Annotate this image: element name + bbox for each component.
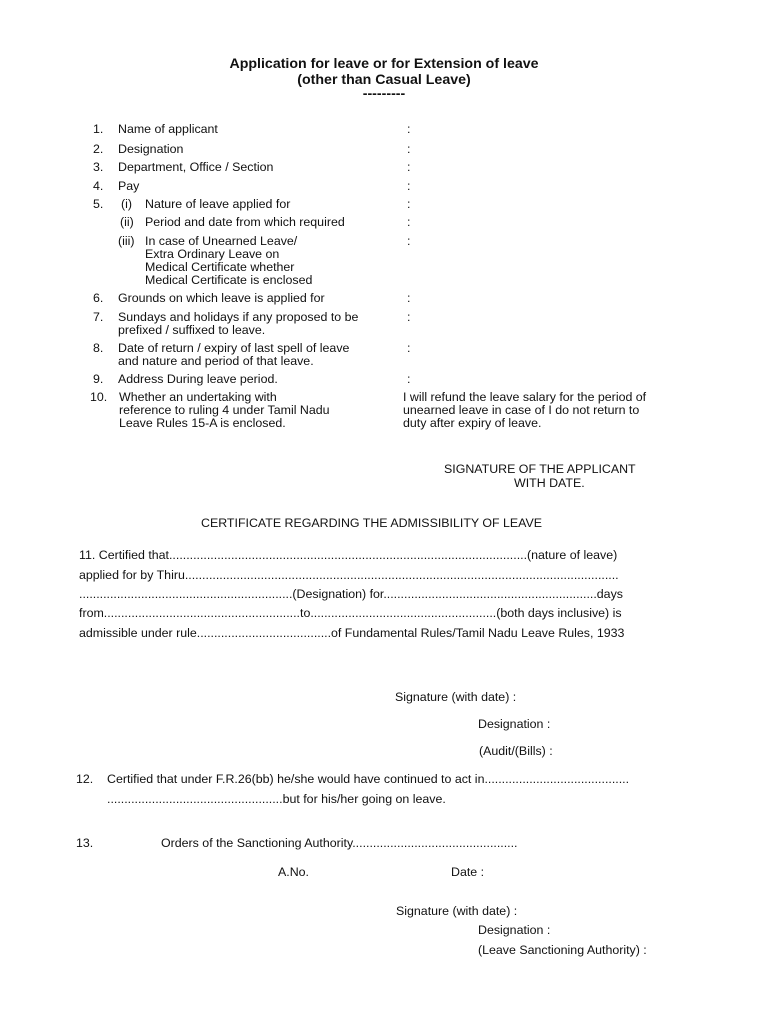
item-colon: : — [407, 215, 411, 229]
certificate-audit-label: (Audit/(Bills) : — [479, 744, 553, 758]
title-rule: --------- — [362, 86, 406, 102]
item-label-address: Address During leave period. — [118, 372, 278, 386]
date-label: Date : — [451, 865, 485, 879]
item12-line-1: Certified that under F.R.26(bb) he/she would have continued to act in.......................................... — [107, 772, 630, 786]
item-label-nature: Nature of leave applied for — [145, 197, 291, 211]
item-number: 8. — [93, 341, 104, 355]
item-number: 2. — [93, 142, 104, 156]
ano-label: A.No. — [278, 865, 309, 879]
item-colon: : — [407, 310, 411, 324]
item-number: 3. — [93, 160, 104, 174]
item-number: 10. — [90, 390, 108, 404]
item-colon: : — [407, 234, 411, 248]
item-colon: : — [407, 197, 411, 211]
item-number: 1. — [93, 122, 104, 136]
item-sub-number: (iii) — [118, 234, 135, 248]
item-number: 4. — [93, 179, 104, 193]
item-colon: : — [407, 341, 411, 355]
certificate-line-2: applied for by Thiru.............................................................................................................................. — [79, 568, 619, 582]
certificate-designation-label: Designation : — [478, 717, 551, 731]
certificate-line-1: 11. Certified that........................................................................................................(nature of leave) — [79, 548, 618, 562]
item-number: 7. — [93, 310, 104, 324]
item-label-undertaking: Whether an undertaking with reference to ruling 4 under Tamil Nadu Leave Rules 15-A is enclosed. — [119, 390, 330, 430]
item-label-grounds: Grounds on which leave is applied for — [118, 291, 325, 305]
certificate-line-4: from.........................................................to......................................................(both days inclusive) is — [79, 606, 622, 620]
authority-signature-label: Signature (with date) : — [396, 904, 518, 918]
item-label-period: Period and date from which required — [145, 215, 345, 229]
item-number: 6. — [93, 291, 104, 305]
item-colon: : — [407, 160, 411, 174]
page-title: Application for leave or for Extension of leave — [229, 56, 539, 72]
item-colon: : — [407, 291, 411, 305]
item-label-sundays: Sundays and holidays if any proposed to be prefixed / suffixed to leave. — [118, 310, 359, 337]
certificate-line-3: ..............................................................(Designation) for..............................................................days — [79, 587, 623, 601]
item-number: 5. — [93, 197, 104, 211]
authority-designation-label: Designation : — [478, 923, 551, 937]
applicant-signature-date-label: WITH DATE. — [514, 476, 585, 490]
leave-sanctioning-authority-label: (Leave Sanctioning Authority) : — [478, 943, 647, 957]
item-number: 9. — [93, 372, 104, 386]
item-sub-number: (i) — [121, 197, 133, 211]
item-colon: : — [407, 179, 411, 193]
item-colon: : — [407, 142, 411, 156]
item-label-designation: Designation — [118, 142, 184, 156]
applicant-signature-label: SIGNATURE OF THE APPLICANT — [444, 462, 636, 476]
item-label-department: Department, Office / Section — [118, 160, 274, 174]
sanctioning-orders-line: Orders of the Sanctioning Authority................................................ — [161, 836, 518, 850]
page-subtitle: (other than Casual Leave) — [297, 72, 471, 88]
item-colon: : — [407, 122, 411, 136]
item-sub-number: (ii) — [120, 215, 134, 229]
item-label-return: Date of return / expiry of last spell of leave and nature and period of that leave. — [118, 341, 350, 368]
item12-line-2: ...................................................but for his/her going on leave. — [107, 792, 446, 806]
undertaking-statement: I will refund the leave salary for the period of unearned leave in case of I do not return to duty after expiry of leave. — [403, 390, 647, 430]
certificate-signature-label: Signature (with date) : — [395, 690, 517, 704]
certificate-heading: CERTIFICATE REGARDING THE ADMISSIBILITY OF LEAVE — [201, 516, 543, 530]
item-colon: : — [407, 372, 411, 386]
item-label-unearned: In case of Unearned Leave/ Extra Ordinary Leave on Medical Certificate whether Medical Certificate is enclosed — [145, 234, 313, 287]
item-number: 13. — [76, 836, 94, 850]
item-label-pay: Pay — [118, 179, 140, 193]
item-label-name: Name of applicant — [118, 122, 218, 136]
certificate-line-5: admissible under rule.......................................of Fundamental Rules/Tamil Nadu Leave Rules, 1933 — [79, 626, 625, 640]
item-number: 12. — [76, 772, 94, 786]
